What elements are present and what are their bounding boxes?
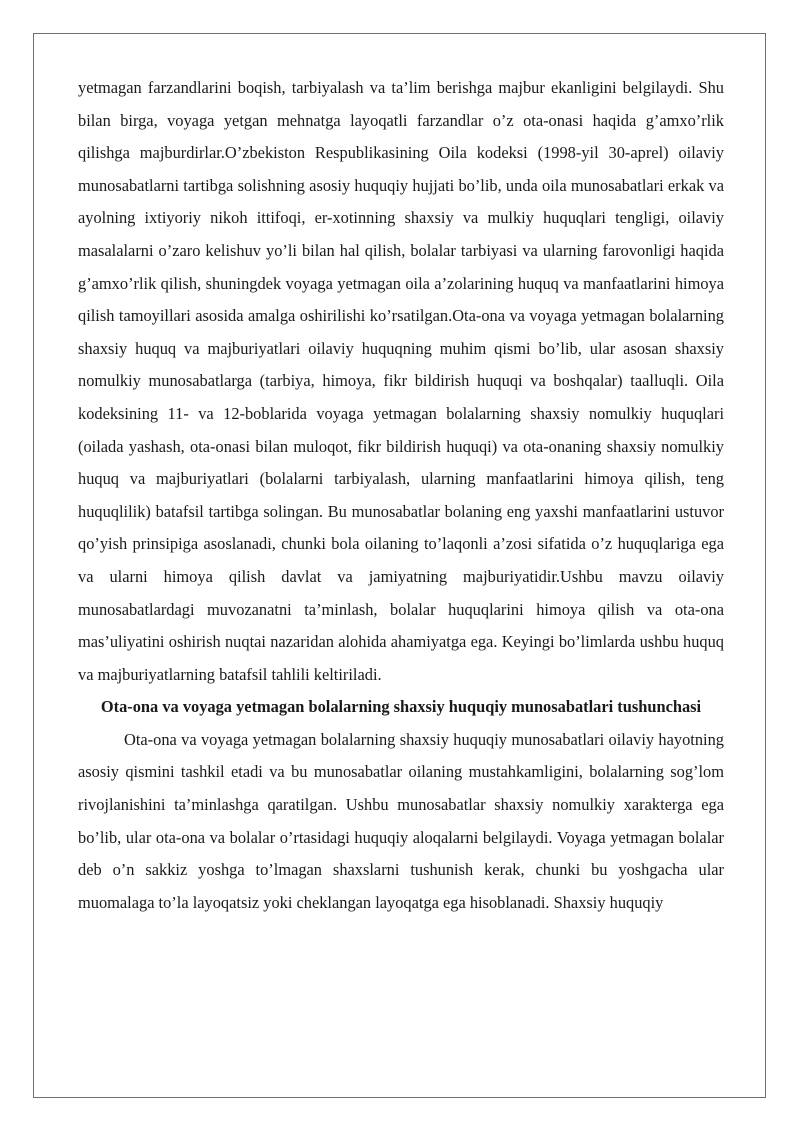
document-body	[78, 72, 724, 919]
intro-paragraph: yetmagan farzandlarini boqish, tarbiyalash va ta’lim berishga majbur ekanligini belgilaydi. Shu bilan birga, voyaga yetgan mehnatga layoqatli farzandlar o’z ota-onasi haqida g’amxo’rlik qilishga majburdirlar.O’zbekiston Respublikasining Oila kodeksi (1998-yil 30-aprel) oilaviy munosabatlarni tartibga solishning asosiy huquqiy hujjati bo’lib, unda oila munosabatlari erkak va ayolning ixtiyoriy nikoh ittifoqi, er-xotinning shaxsiy va mulkiy huquqlari tengligi, oilaviy masalalarni o’zaro kelishuv yo’li bilan hal qilish, bolalar tarbiyasi va ularning farovonligi haqida g’amxo’rlik qilish, shuningdek voyaga yetmagan oila a’zolarining huquq va manfaatlarini himoya qilish tamoyillari asosida amalga oshirilishi ko’rsatilgan.Ota-ona va voyaga yetmagan bolalarning shaxsiy huquq va majburiyatlari oilaviy huquqning muhim qismi bo’lib, ular asosan shaxsiy nomulkiy munosabatlarga (tarbiya, himoya, fikr bildirish huquqi va boshqalar) taalluqli. Oila kodeksining 11- va 12-boblarida voyaga yetmagan bolalarning shaxsiy nomulkiy huquqlari (oilada yashash, ota-onasi bilan muloqot, fikr bildirish huquqi) va ota-onaning shaxsiy nomulkiy huquq va majburiyatlari (bolalarni tarbiyalash, ularning manfaatlarini himoya qilish, teng huquqlilik) batafsil tartibga solingan. Bu munosabatlar bolaning eng yaxshi manfaatlarini ustuvor qo’yish prinsipiga asoslanadi, chunki bola oilaning to’laqonli a’zosi sifatida o’z huquqlariga ega va ularni himoya qilish davlat va jamiyatning majburiyatidir.Ushbu mavzu oilaviy munosabatlardagi muvozanatni ta’minlash, bolalar huquqlarini himoya qilish va ota-ona mas’uliyatini oshirish nuqtai nazaridan alohida ahamiyatga ega. Keyingi bo’limlarda ushbu huquq va majburiyatlarning batafsil tahlili keltiriladi.	[78, 78, 724, 684]
section-heading: Ota-ona va voyaga yetmagan bolalarning shaxsiy huquqiy munosabatlari tushunchasi	[100, 697, 702, 717]
section-paragraph: Ota-ona va voyaga yetmagan bolalarning shaxsiy huquqiy munosabatlari oilaviy hayotning asosiy qismini tashkil etadi va bu munosabatlar oilaning mustahkamligini, bolalarning sog’lom rivojlanishini ta’minlashga qaratilgan. Ushbu munosabatlar shaxsiy nomulkiy xarakterga ega bo’lib, ular ota-ona va bolalar o’rtasidagi huquqiy aloqalarni belgilaydi. Voyaga yetmagan bolalar deb o’n sakkiz yoshga to’lmagan shaxslarni tushunish kerak, chunki bu yoshgacha ular muomalaga to’la layoqatsiz yoki cheklangan layoqatga ega hisoblanadi. Shaxsiy huquqiy	[78, 729, 724, 912]
